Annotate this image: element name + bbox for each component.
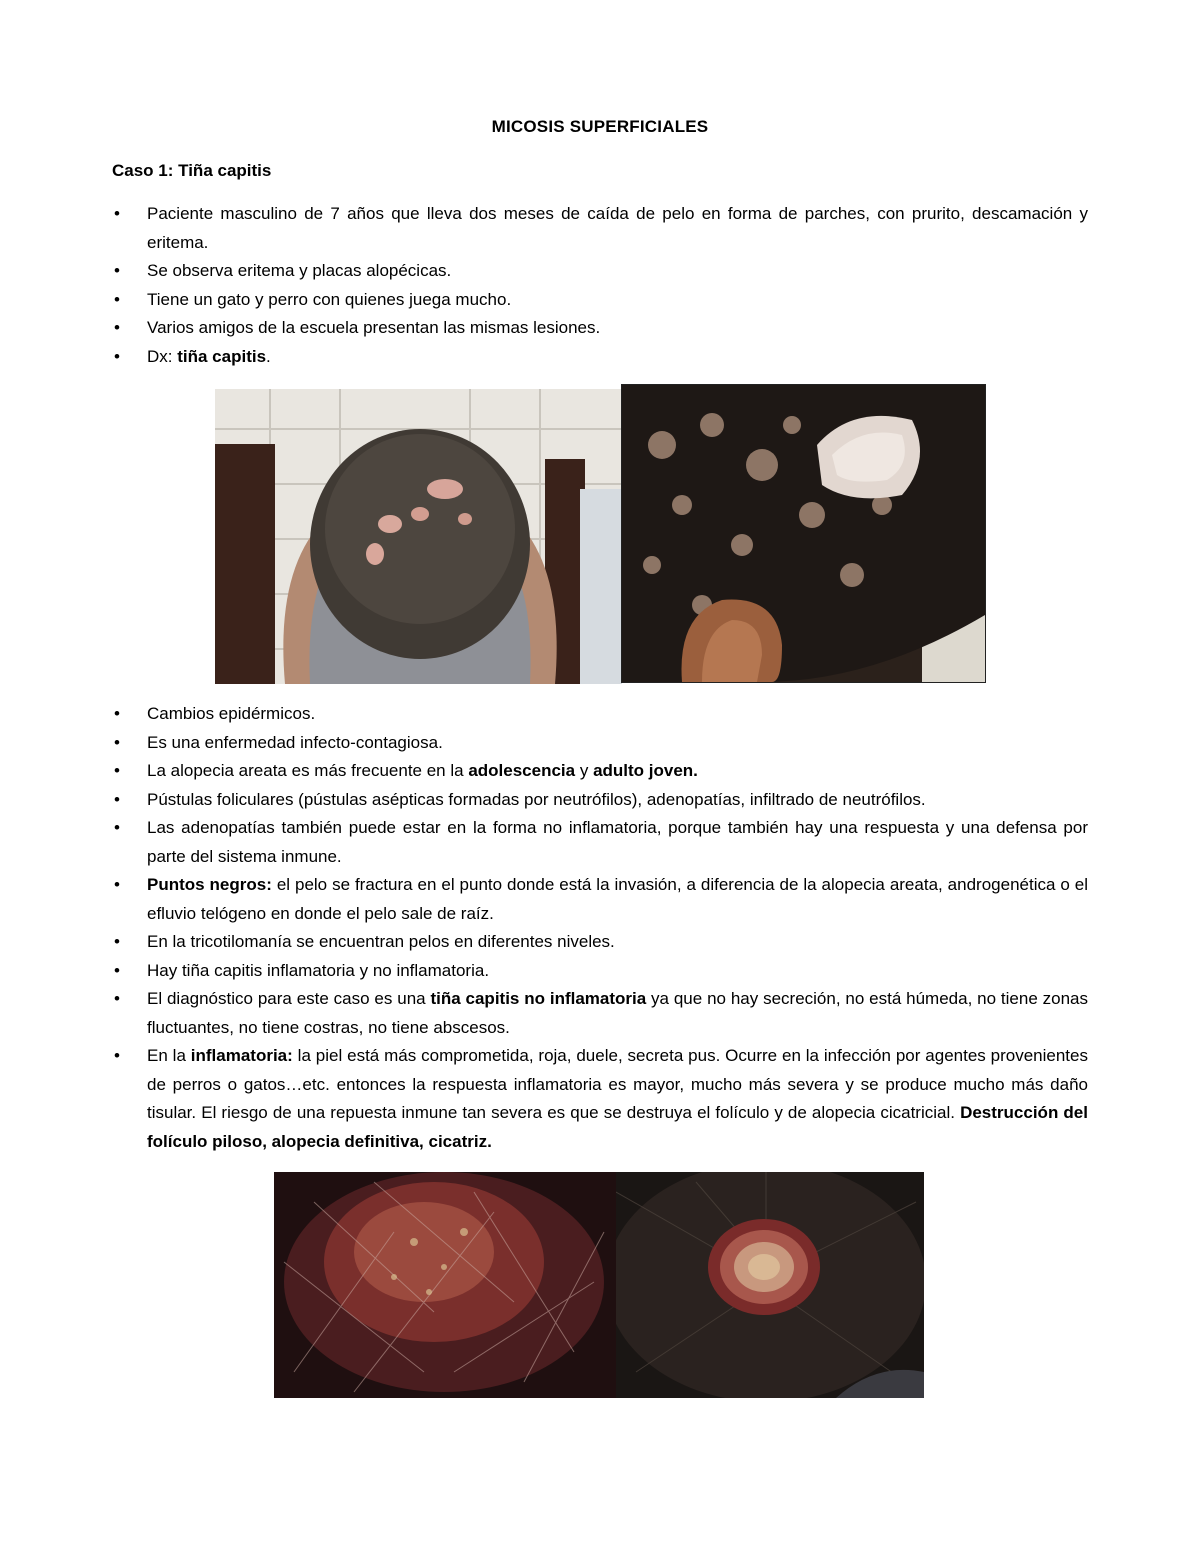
finding-item-text: El diagnóstico para este caso es una [147, 989, 431, 1008]
photo-inflammatory-kerion-lesion [616, 1172, 924, 1398]
finding-item [112, 729, 1088, 758]
symptom-list [112, 200, 1088, 371]
finding-item-text: La alopecia areata es más frecuente en la [147, 761, 469, 780]
finding-item-text: adulto joven. [593, 761, 698, 780]
case-title: Caso 1: Tiña capitis [112, 161, 272, 180]
symptom-item-text: Dx: [147, 346, 178, 366]
finding-item-text: Cambios epidérmicos. [147, 704, 316, 723]
symptom-item-text: Se observa eritema y placas alopécicas. [147, 261, 452, 280]
finding-item [112, 957, 1088, 986]
finding-item-text: Es una enfermedad infecto-contagiosa. [147, 732, 443, 752]
photo-patchy-alopecia-child [215, 389, 622, 684]
finding-item-text: Las adenopatías también puede estar en la forma no inflamatoria, porque también hay una respuesta y una defensa por parte del sistema inmune. [147, 818, 1088, 866]
symptom-item [112, 343, 1088, 372]
symptom-item [112, 286, 1088, 315]
finding-item [112, 928, 1088, 957]
symptom-item-text: tiña capitis [177, 346, 267, 366]
finding-item-text: En la [147, 1046, 191, 1065]
finding-item-text: la piel está más comprometida, roja, duele, secreta pus. Ocurre en la infección por agentes provenientes de perros o gatos…etc. entonces la respuesta inflamatoria es mayor, mucho más severa y se produce mucho más daño tisular. El riesgo de una repuesta inmune tan severa es que se destruya el folículo y de alopecia cicatricial. [147, 1046, 1088, 1122]
finding-item [112, 871, 1088, 928]
finding-item [112, 786, 1088, 815]
findings-list [112, 700, 1088, 1156]
finding-item [112, 985, 1088, 1042]
finding-item-text: el pelo se fractura en el punto donde está la invasión, a diferencia de la alopecia areata, androgenética o el efluvio telógeno en donde el pelo sale de raíz. [147, 875, 1088, 923]
finding-item-text: Puntos negros: [147, 875, 272, 894]
photo-inflammatory-scalp-diffuse [274, 1172, 616, 1398]
symptom-item-text: . [266, 346, 271, 366]
finding-item-text: adolescencia [468, 761, 576, 780]
finding-item-text: ya que no hay secreción, no está húmeda, no tiene zonas fluctuantes, no tiene costras, no tiene abscesos. [147, 989, 1088, 1037]
finding-item [112, 757, 1088, 786]
finding-item-text: En la tricotilomanía se encuentran pelos en diferentes niveles. [147, 932, 615, 951]
finding-item [112, 814, 1088, 871]
finding-item [112, 1042, 1088, 1156]
document-title: MICOSIS SUPERFICIALES [491, 117, 709, 136]
symptom-item-text: Paciente masculino de 7 años que lleva dos meses de caída de pelo en forma de parches, con prurito, descamación y eritema. [147, 204, 1088, 252]
finding-item-text: Hay tiña capitis inflamatoria y no inflamatoria. [147, 960, 490, 980]
symptom-item-text: Varios amigos de la escuela presentan las mismas lesiones. [147, 318, 601, 337]
symptom-item [112, 314, 1088, 343]
symptom-item [112, 200, 1088, 257]
finding-item-text: tiña capitis no inflamatoria [430, 989, 647, 1008]
finding-item-text: y [575, 761, 594, 780]
finding-item-text: Pústulas foliculares (pústulas asépticas formadas por neutrófilos), adenopatías, infiltrado de neutrófilos. [147, 789, 926, 809]
finding-item-text: inflamatoria: [190, 1046, 293, 1065]
symptom-item [112, 257, 1088, 286]
photo-scaly-patch-scalp [622, 385, 985, 682]
finding-item-text: Destrucción del folículo piloso, alopecia definitiva, cicatriz. [147, 1103, 1088, 1151]
symptom-item-text: Tiene un gato y perro con quienes juega mucho. [147, 289, 512, 309]
finding-item [112, 700, 1088, 729]
